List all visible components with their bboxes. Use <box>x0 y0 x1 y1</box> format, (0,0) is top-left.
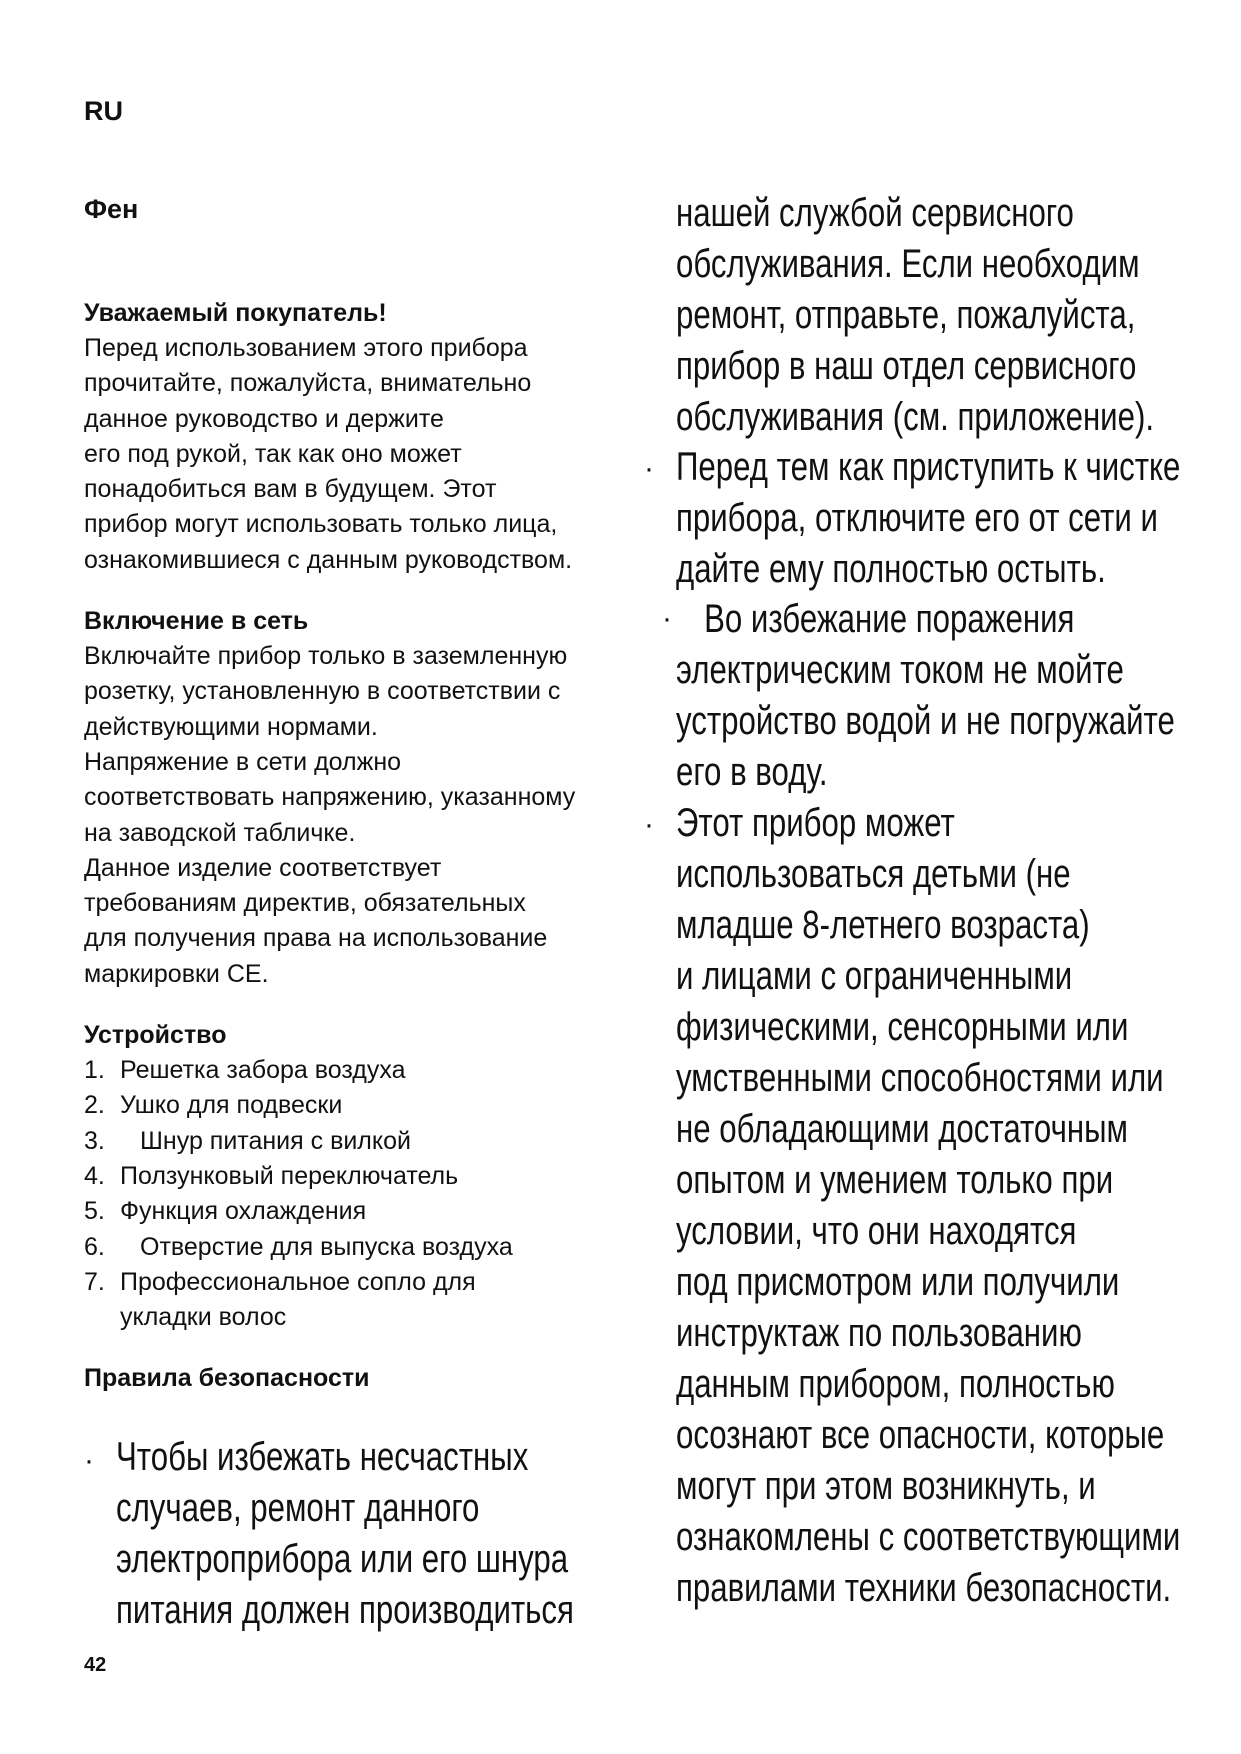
safety-rule-text: Перед тем как приступить к чистке прибора, отключите его от сети и дайте ему полностью остыть. <box>676 445 1181 591</box>
list-item <box>84 1194 644 1229</box>
safety-rule-text: Чтобы избежать несчастных случаев, ремонт данного электроприбора или его шнура питания должен производиться <box>116 1435 574 1632</box>
list-item <box>84 1159 644 1194</box>
list-item <box>84 1124 644 1159</box>
list-item-text: Ушко для подвески <box>120 1091 343 1120</box>
list-item-number: 1. <box>84 1056 105 1085</box>
safety-rule-first-line: Во избежание поражения <box>704 597 1075 641</box>
device-section <box>84 1018 644 1335</box>
bullet-icon: · <box>662 602 672 635</box>
bullet-icon: · <box>644 808 654 841</box>
list-item-text: Функция охлаждения <box>120 1197 367 1226</box>
list-item-number: 2. <box>84 1091 105 1120</box>
intro-text: Перед использованием этого прибора прочитайте, пожалуйста, внимательно данное руководство и держите его под рукой, так как оно может понадобиться вам в будущем. Этот прибор могут использовать только лица, ознакомившиеся с данным руководством. <box>84 334 573 574</box>
list-item <box>84 1230 644 1265</box>
list-item-number: 6. <box>84 1232 105 1261</box>
list-item-number: 5. <box>84 1197 105 1226</box>
list-item <box>84 1053 644 1088</box>
list-item-text: Профессиональное сопло для укладки волос <box>120 1267 476 1332</box>
device-heading: Устройство <box>84 1021 227 1050</box>
bullet-icon: · <box>644 452 654 485</box>
list-item-number: 7. <box>84 1267 105 1296</box>
safety-rule-text: Этот прибор может использоваться детьми (не младше 8-летнего возраста) и лицами с ограниченными физическими, сенсорными или умственными способностями или не обладающими достаточным опытом и умением только при условии, что они находятся под присмотром или получили инструктаж по пользованию данным прибором, полностью осознают все опасности, которые могут при этом возникнуть, и ознакомлены с соответствующими правилами техники безопасности. <box>676 801 1181 1610</box>
safety-rule-rest: электрическим током не мойте устройство водой и не погружайте его в воду. <box>676 648 1175 794</box>
list-item <box>84 1088 644 1123</box>
device-parts-list <box>84 1053 644 1335</box>
safety-rule-1-continued <box>676 188 1241 443</box>
safety-rule-text <box>676 594 1222 798</box>
safety-rule-2 <box>644 442 1241 595</box>
list-item-text: Решетка забора воздуха <box>120 1056 406 1085</box>
list-item-text: Шнур питания с вилкой <box>140 1126 411 1155</box>
document-title: Фен <box>84 194 139 224</box>
list-item-text: Отверстие для выпуска воздуха <box>140 1232 513 1261</box>
safety-rule-text: нашей службой сервисного обслуживания. Если необходим ремонт, отправьте, пожалуйста, прибор в наш отдел сервисного обслуживания (см. приложение). <box>676 191 1155 439</box>
safety-rule-3 <box>662 594 1241 798</box>
power-heading: Включение в сеть <box>84 607 309 636</box>
left-column <box>84 296 644 1396</box>
bullet-icon: · <box>84 1444 94 1477</box>
language-code: RU <box>84 96 123 126</box>
list-item-number: 3. <box>84 1126 105 1155</box>
safety-heading: Правила безопасности <box>84 1364 370 1393</box>
list-item <box>84 1265 644 1336</box>
intro-heading: Уважаемый покупатель! <box>84 299 387 327</box>
power-text: Включайте прибор только в заземленную розетку, установленную в соответствии с действующими нормами. Напряжение в сети должно соответствовать напряжению, указанному на заводской табличке. Данное изделие соответствует требованиям директив, обязательных для получения права на использование маркировки СЕ. <box>84 642 576 988</box>
intro-section <box>84 296 644 578</box>
list-item-text: Ползунковый переключатель <box>120 1161 459 1190</box>
power-section <box>84 604 644 992</box>
page-number: 42 <box>84 1654 107 1676</box>
list-item-number: 4. <box>84 1161 105 1190</box>
safety-rule-4 <box>644 798 1241 1614</box>
